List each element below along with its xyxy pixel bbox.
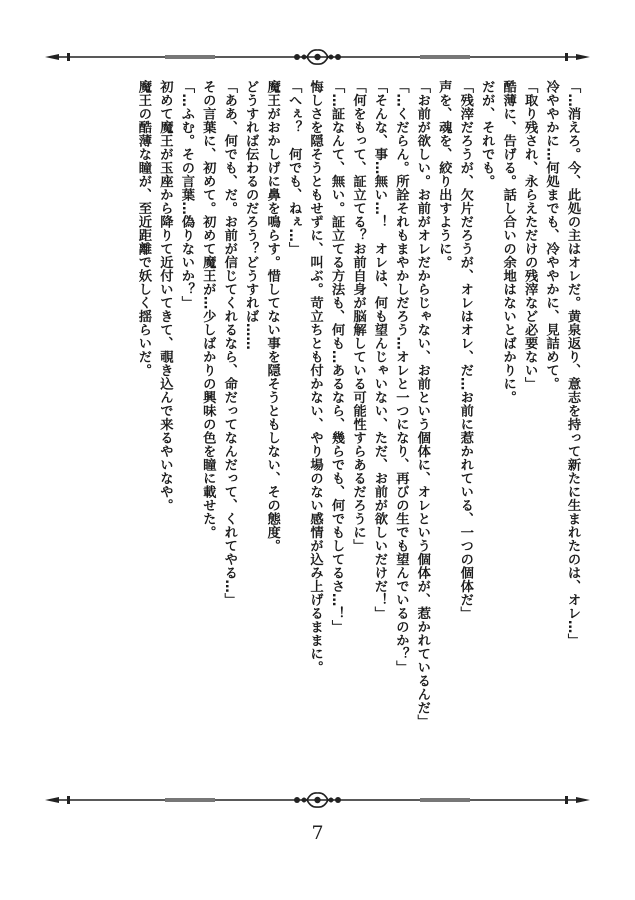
bottom-ornament-divider (45, 790, 590, 810)
text-line-5: だが、それでも。 (479, 80, 495, 188)
top-ornament-divider (45, 47, 590, 67)
text-line-21: 魔王の酷薄な瞳が、至近距離で妖しく揺らいだ。 (135, 80, 151, 377)
text-line-9: 「…くだらん。所詮それもまやかしだろう…オレと一つになり、再びの生でも望んでいるのか？」 (393, 80, 409, 674)
text-line-3: 「取り残され、永らえただけの残滓など必要ない」 (522, 80, 538, 391)
text-line-14: 「へぇ？ 何でも、ねぇ…」 (286, 80, 302, 256)
text-line-18: その言葉に、初めて。初めて魔王が…少しばかりの興味の色を瞳に載せた。 (200, 80, 216, 539)
text-line-16: どうすれば伝わるのだろう？どうすれば…… (243, 80, 259, 350)
text-line-19: 「…ふむ。その言葉…偽りないか？」 (178, 80, 194, 310)
text-line-13: 悔しさを隠そうともせずに、叫ぶ。苛立ちとも付かない、やり場のない感情が込み上げるままに。 (307, 80, 323, 674)
text-line-11: 「何をもって、証立てる？お前自身が脳解している可能性すらあるだろうに」 (350, 80, 366, 553)
text-line-17: 「ああ、何でも、だ。お前が信じてくれるなら、命だってなんだって、くれてやる…」 (221, 80, 237, 607)
text-line-15: 魔王がおかしげに鼻を鳴らす。惜してない事を隠そうともしない、その態度。 (264, 80, 280, 553)
text-line-20: 初めて魔王が玉座から降りて近付いてきて、覗き込んで来るやいなや。 (157, 80, 173, 512)
text-line-12: 「…証なんて、無い。証立てる方法も、何も…あるなら、幾らでも、何でもしてるさ…！」 (329, 80, 345, 634)
text-line-4: 酷薄に、告げる。話し合いの余地はないとばかりに。 (500, 80, 516, 404)
vertical-text-body (132, 80, 583, 780)
page-number: 7 (311, 822, 324, 844)
text-line-8: 「お前が欲しい。お前がオレだからじゃない、お前という個体に、オレという個体が、惹かれているんだ」 (414, 80, 430, 728)
text-line-7: 声を、魂を、絞り出すように。 (436, 80, 452, 269)
text-line-10: 「そんな、事…無い…！ オレは、何も望んじゃいない、ただ、お前が欲しいだけだ！」 (371, 80, 387, 620)
ornament-divider-icon (45, 790, 590, 810)
text-line-2: 冷ややかに…何処までも、冷ややかに、見詰めて。 (543, 80, 559, 391)
text-line-6: 「残滓だろうが、欠片だろうが、オレはオレ、だ…お前に惹かれている、一つの個体だ」 (457, 80, 473, 620)
ornament-divider-icon (45, 47, 590, 67)
text-line-1: 「…消えろ。今、此処の主はオレだ。黄泉返り、意志を持って新たに生まれたのは、オレ…」 (565, 80, 580, 647)
